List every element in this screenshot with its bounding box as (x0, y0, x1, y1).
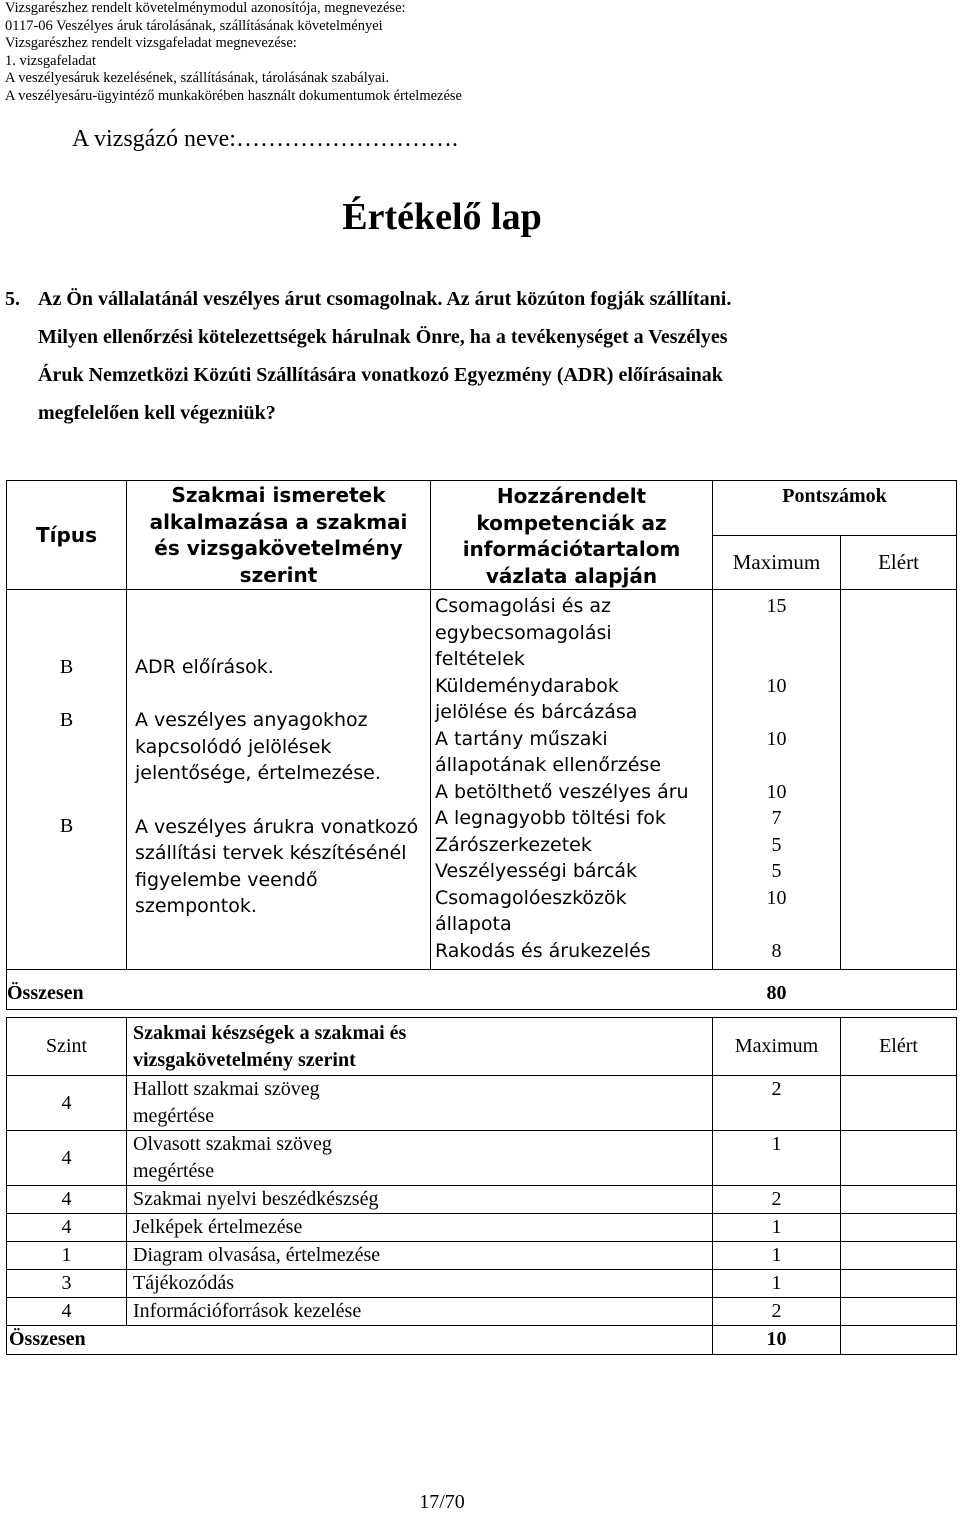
competency-item: Csomagolási és az (435, 595, 612, 617)
skill-name: Diagram olvasása, értelmezése (127, 1242, 713, 1270)
max-value: 5 (771, 860, 782, 882)
competencies-header: Hozzárendelt kompetenciák az információtartalom vázlata alapján (431, 481, 713, 590)
skills-achieved-header: Elért (841, 1018, 957, 1076)
skill-achieved[interactable] (841, 1298, 957, 1326)
skill-level: 4 (7, 1298, 127, 1326)
skill-max: 1 (713, 1242, 841, 1270)
skills-header-text: Szakmai készségek a szakmai és vizsgakövetelmény szerint (133, 1021, 407, 1071)
question-line: Áruk Nemzetközi Közúti Szállítására vonatkozó Egyezmény (ADR) előírásainak (38, 364, 723, 386)
header-line: Vizsgarészhez rendelt vizsgafeladat megnevezése: (5, 35, 297, 52)
skills-header (127, 1018, 713, 1076)
skill-achieved[interactable] (841, 1270, 957, 1298)
knowledge-header: Szakmai ismeretek alkalmazása a szakmai és vizsgakövetelmény szerint (127, 481, 431, 590)
skills-total-label: Összesen (7, 1326, 713, 1355)
max-header: Maximum (713, 535, 841, 590)
skill-name: Jelképek értelmezése (127, 1214, 713, 1242)
header-line: A veszélyesáru-ügyintéző munkakörében használt dokumentumok értelmezése (5, 87, 462, 104)
competency-item: Csomagolóeszközök (435, 886, 627, 909)
skill-name: Tájékozódás (127, 1270, 713, 1298)
document-header (5, 0, 955, 106)
type-value: B (59, 709, 74, 731)
skill-level: 4 (7, 1186, 127, 1214)
skill-max: 1 (713, 1131, 841, 1186)
total-label: Összesen (7, 970, 713, 1010)
skill-max: 1 (713, 1214, 841, 1242)
competency-item: állapotának ellenőrzése (435, 754, 662, 776)
skill-max: 1 (713, 1270, 841, 1298)
question-line: Milyen ellenőrzési kötelezettségek hárulnak Önre, ha a tevékenységet a Veszélyes (38, 326, 728, 348)
skill-name-text: Hallott szakmai szöveg megértése (133, 1078, 320, 1127)
page-number: 17/70 (419, 1491, 465, 1513)
knowledge-table (6, 480, 957, 1010)
skill-achieved[interactable] (841, 1076, 957, 1131)
total-value: 80 (713, 970, 841, 1010)
skill-achieved[interactable] (841, 1242, 957, 1270)
level-header: Szint (7, 1018, 127, 1076)
knowledge-item: ADR előírások. (135, 656, 274, 678)
max-value: 7 (771, 807, 782, 829)
competency-item: Rakodás és árukezelés (435, 939, 651, 962)
knowledge-item: A veszélyes árukra vonatkozó szállítási tervek készítésénél figyelembe veendő szempontok. (135, 815, 419, 917)
skill-level: 4 (7, 1214, 127, 1242)
competency-item: jelölése és bárcázása (435, 701, 638, 723)
competency-item: A betölthető veszélyes áru (435, 780, 689, 803)
skill-name (127, 1076, 713, 1131)
skills-total-achieved[interactable] (841, 1326, 957, 1355)
max-value: 8 (771, 939, 782, 962)
max-value: 10 (766, 727, 787, 750)
skill-achieved[interactable] (841, 1186, 957, 1214)
competency-item: egybecsomagolási (435, 621, 612, 644)
skill-max: 2 (713, 1076, 841, 1131)
skill-max: 2 (713, 1186, 841, 1214)
skill-level: 4 (7, 1076, 127, 1131)
skill-level: 3 (7, 1270, 127, 1298)
header-line: Vizsgarészhez rendelt követelménymodul azonosítója, megnevezése: (5, 0, 406, 16)
page-title: Értékelő lap (342, 196, 542, 238)
type-value: B (59, 656, 74, 678)
competency-item: Veszélyességi bárcák (435, 860, 638, 882)
competency-item: feltételek (435, 648, 525, 670)
header-line: A veszélyesáruk kezelésének, szállításának, tárolásának szabályai. (5, 70, 390, 87)
skills-table (6, 1017, 957, 1355)
knowledge-item: A veszélyes anyagokhoz kapcsolódó jelölések jelentősége, értelmezése. (135, 709, 381, 784)
max-value: 15 (766, 595, 787, 617)
question-line: Az Ön vállalatánál veszélyes árut csomagolnak. Az árut közúton fogják szállítani. (38, 288, 732, 310)
max-value: 10 (766, 886, 787, 909)
question-line: megfelelően kell végezniük? (38, 402, 276, 424)
type-header: Típus (7, 481, 127, 590)
achieved-header: Elért (841, 535, 957, 590)
competency-item: Zárószerkezetek (435, 833, 592, 856)
total-achieved[interactable] (841, 970, 957, 1010)
max-value: 10 (766, 674, 787, 697)
skill-name (127, 1131, 713, 1186)
competency-item: A legnagyobb töltési fok (435, 807, 666, 829)
max-value: 10 (766, 780, 787, 803)
skill-level: 1 (7, 1242, 127, 1270)
competency-item: Küldeménydarabok (435, 674, 619, 697)
skill-level: 4 (7, 1131, 127, 1186)
skill-achieved[interactable] (841, 1214, 957, 1242)
skill-name-text: Olvasott szakmai szöveg megértése (133, 1133, 332, 1182)
max-value: 5 (771, 833, 782, 856)
type-value: B (59, 815, 74, 837)
knowledge-cell (127, 590, 431, 970)
question-number: 5. (5, 288, 20, 310)
skill-name: Szakmai nyelvi beszédkészség (127, 1186, 713, 1214)
competency-item: állapota (435, 913, 512, 935)
max-cell (713, 590, 841, 970)
points-header: Pontszámok (713, 481, 957, 536)
competency-item: A tartány műszaki (435, 727, 608, 750)
type-cell (7, 590, 127, 970)
header-line: 0117-06 Veszélyes áruk tárolásának, szállításának követelményei (5, 17, 383, 34)
skill-name: Információforrások kezelése (127, 1298, 713, 1326)
competencies-cell (431, 590, 713, 970)
header-line: 1. vizsgafeladat (5, 52, 96, 69)
skill-achieved[interactable] (841, 1131, 957, 1186)
question-block (5, 280, 905, 432)
skills-max-header: Maximum (713, 1018, 841, 1076)
examinee-name-line: A vizsgázó neve:………………………. (72, 126, 458, 152)
achieved-cell[interactable] (841, 590, 957, 970)
skills-total-value: 10 (713, 1326, 841, 1355)
skill-max: 2 (713, 1298, 841, 1326)
